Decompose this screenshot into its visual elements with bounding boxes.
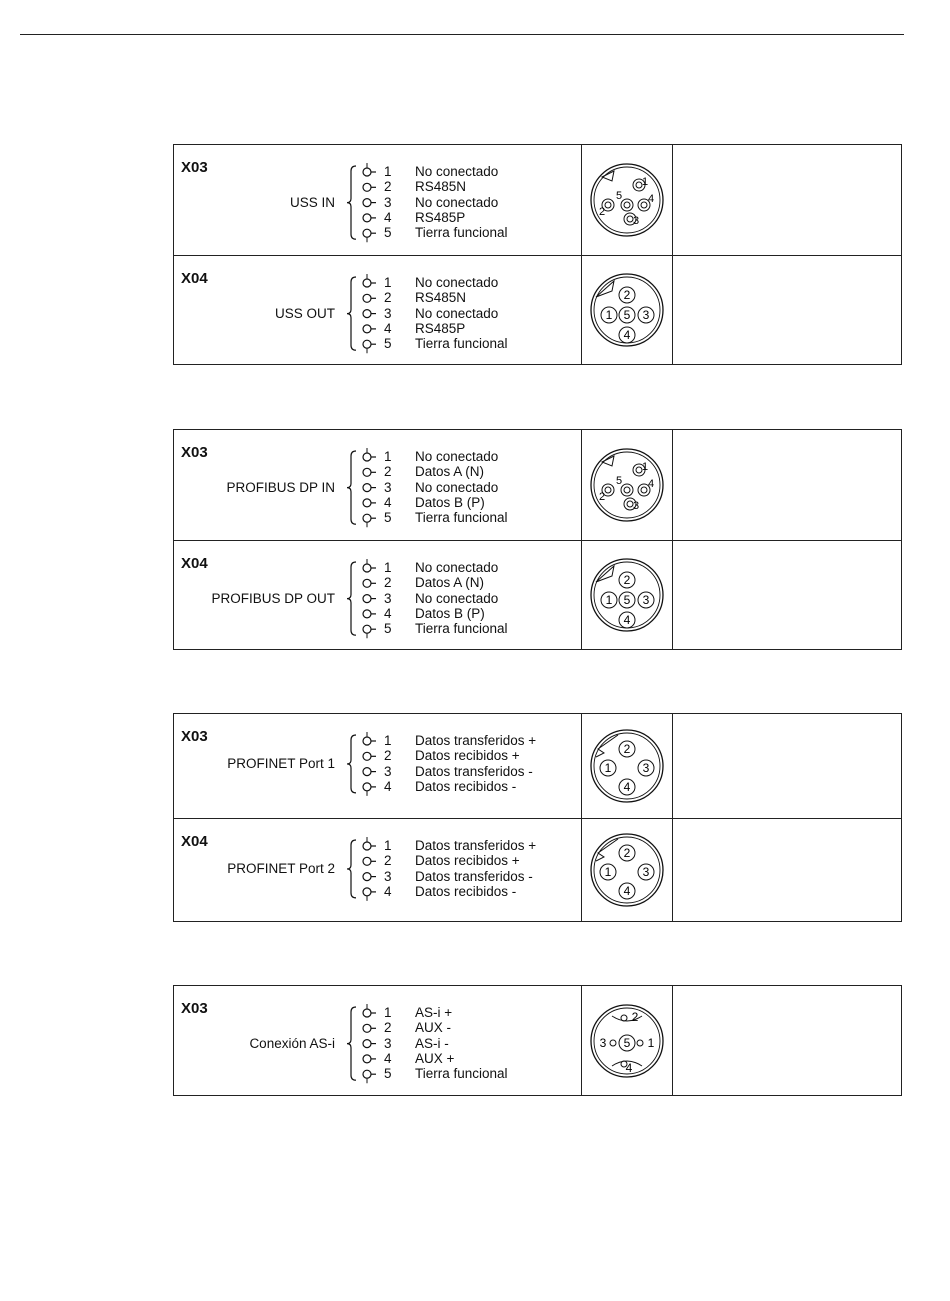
pin-symbols (339, 145, 389, 255)
pin-description: No conectado (415, 590, 499, 606)
pin-number: 1 (384, 560, 392, 575)
pin-group-brace (347, 735, 356, 793)
connector-pin-label: 1 (604, 761, 612, 775)
pinout-row (174, 818, 901, 921)
notes-cell (673, 714, 901, 818)
connector-drawing (582, 440, 672, 530)
connector-pin-label: 1 (641, 461, 649, 473)
notes-cell (673, 541, 901, 649)
pin-symbol (363, 857, 376, 865)
connector-pin-label: 4 (623, 328, 631, 342)
pin-description: Datos transferidos + (415, 733, 537, 748)
pin-description: Tierra funcional (415, 225, 508, 241)
pin-symbol (363, 310, 376, 318)
pin-number: 4 (384, 778, 392, 794)
pin-description: RS485P (415, 209, 466, 225)
pinout-row (174, 430, 901, 540)
pin-group-brace (347, 840, 356, 898)
pin-symbol (363, 499, 376, 507)
pin-symbol (363, 837, 376, 850)
pin-symbol (363, 183, 376, 191)
connector-pin-label: 4 (623, 780, 631, 794)
pin-symbols (339, 986, 389, 1095)
connector-name: PROFIBUS DP IN (226, 479, 335, 495)
connector-pin-label: 4 (647, 193, 655, 205)
pin-number: 2 (384, 575, 392, 591)
connector-pin-label: 1 (647, 1035, 655, 1050)
pin-symbol (363, 579, 376, 587)
connector-pin-label: 5 (615, 475, 623, 487)
pin-number: 5 (384, 225, 392, 241)
pinout-table-asi (173, 985, 902, 1096)
pin-number: 5 (384, 621, 392, 637)
pin-number: 3 (384, 305, 392, 321)
pin-description: Tierra funcional (415, 621, 508, 637)
pin-number: 2 (384, 853, 392, 869)
pinout-table-profinet (173, 713, 902, 922)
pinout-main-cell (174, 986, 582, 1095)
pin-number: 5 (384, 336, 392, 352)
m12-5pin-female-connector-icon (591, 449, 663, 521)
connector-pin-label: 5 (623, 308, 631, 322)
m12-5pin-female-connector-icon (591, 164, 663, 236)
pinout-main-cell (174, 714, 582, 818)
pin-symbol (363, 732, 376, 745)
connector-name: PROFINET Port 1 (227, 755, 335, 771)
connector-pin-label: 3 (599, 1035, 607, 1050)
pin-number: 2 (384, 290, 392, 306)
connector-name: Conexión AS-i (249, 1035, 335, 1051)
pin-description: No conectado (415, 560, 499, 575)
pin-symbol (363, 294, 376, 302)
pin-description: Datos transferidos + (415, 838, 537, 853)
pin-description: Datos A (N) (415, 464, 485, 480)
pin-number: 1 (384, 1005, 392, 1020)
pin-number: 3 (384, 868, 392, 884)
connector-name: USS OUT (274, 305, 335, 321)
connector-id: X03 (181, 728, 208, 745)
connector-pin-label: 1 (605, 593, 613, 607)
pin-number: 1 (384, 164, 392, 179)
connector-pin-label: 2 (631, 1009, 639, 1024)
connector-pin-label: 1 (604, 865, 612, 879)
pin-description: AS-i - (415, 1035, 449, 1051)
connector-pin-label: 4 (623, 884, 631, 898)
pin-symbol (363, 229, 376, 242)
pin-number: 5 (384, 1066, 392, 1082)
pin-description: No conectado (415, 164, 499, 179)
pin-description: Tierra funcional (415, 1066, 508, 1082)
pinout-main-cell (174, 145, 582, 255)
pin-number: 4 (384, 494, 392, 510)
pin-description: Datos transferidos - (415, 763, 533, 779)
pin-group-brace (347, 451, 356, 524)
pin-number: 3 (384, 590, 392, 606)
pin-number: 3 (384, 1035, 392, 1051)
connector-id: X04 (181, 833, 208, 850)
pin-number: 1 (384, 838, 392, 853)
pin-description: Datos recibidos - (415, 778, 517, 794)
connector-id: X03 (181, 159, 208, 176)
pin-symbol (363, 214, 376, 222)
pin-symbols (339, 256, 389, 365)
pin-symbol (363, 484, 376, 492)
pin-description: Tierra funcional (415, 510, 508, 526)
connector-picture-cell (582, 145, 673, 255)
pin-number: 2 (384, 179, 392, 195)
pin-symbol (363, 1004, 376, 1017)
pin-group-brace (347, 562, 356, 635)
pinout-row (174, 986, 901, 1095)
connector-picture-cell (582, 541, 673, 649)
notes-cell (673, 819, 901, 921)
pinout-row (174, 145, 901, 255)
pin-description: AUX - (415, 1020, 452, 1036)
connector-pin-label: 2 (623, 573, 631, 587)
pin-symbols (339, 541, 389, 650)
connector-pin-label: 2 (623, 288, 631, 302)
connector-pin-label: 2 (623, 742, 631, 756)
pin-description: RS485N (415, 290, 467, 306)
pin-number: 3 (384, 194, 392, 210)
m12-5pin-asi-connector-icon (591, 1005, 663, 1077)
pin-number: 1 (384, 275, 392, 290)
connector-pin-label: 2 (598, 206, 606, 218)
pin-symbol (363, 1040, 376, 1048)
pin-number: 1 (384, 733, 392, 748)
connector-drawing (582, 155, 672, 245)
notes-cell (673, 430, 901, 540)
pin-symbol (363, 752, 376, 760)
connector-id: X04 (181, 555, 208, 572)
pin-symbol (363, 873, 376, 881)
pin-description: Datos transferidos - (415, 868, 533, 884)
pin-description: Tierra funcional (415, 336, 508, 352)
pin-description: Datos recibidos + (415, 748, 520, 764)
connector-name: PROFIBUS DP OUT (211, 590, 335, 606)
connector-pin-label: 4 (623, 613, 631, 627)
pin-number: 4 (384, 605, 392, 621)
pin-number: 5 (384, 510, 392, 526)
pin-description: No conectado (415, 275, 499, 290)
connector-drawing (582, 721, 672, 811)
pin-symbol (363, 1070, 376, 1083)
pin-description: AUX + (415, 1050, 455, 1066)
connector-pin-label: 5 (623, 593, 631, 607)
pin-description: No conectado (415, 449, 499, 464)
pin-group-brace (347, 1007, 356, 1080)
connector-pin-label: 2 (623, 846, 631, 860)
connector-picture-cell (582, 986, 673, 1095)
pin-symbol (363, 559, 376, 572)
pin-number: 2 (384, 748, 392, 764)
connector-drawing (582, 825, 672, 915)
m12-4pin-d-coded-connector-icon (591, 834, 663, 906)
pin-description: Datos A (N) (415, 575, 485, 591)
connector-pin-label: 3 (632, 500, 640, 512)
connector-pin-label: 3 (642, 761, 650, 775)
connector-pin-label: 2 (598, 491, 606, 503)
pin-description: RS485N (415, 179, 467, 195)
pin-symbol (363, 625, 376, 638)
notes-cell (673, 986, 901, 1095)
connector-pin-label: 3 (642, 593, 650, 607)
pinout-main-cell (174, 819, 582, 921)
pin-number: 2 (384, 1020, 392, 1036)
m12-5pin-male-connector-icon (591, 559, 663, 631)
notes-cell (673, 145, 901, 255)
pin-number: 3 (384, 479, 392, 495)
pin-symbol (363, 468, 376, 476)
pin-description: No conectado (415, 479, 499, 495)
pin-symbol (363, 325, 376, 333)
connector-id: X04 (181, 270, 208, 287)
pin-symbol (363, 1024, 376, 1032)
connector-picture-cell (582, 819, 673, 921)
connector-pin-label: 4 (625, 1060, 633, 1075)
pin-description: No conectado (415, 194, 499, 210)
pin-group-brace (347, 166, 356, 239)
connector-name: PROFINET Port 2 (227, 860, 335, 876)
connector-picture-cell (582, 714, 673, 818)
m12-4pin-d-coded-connector-icon (591, 730, 663, 802)
connector-name: USS IN (289, 194, 335, 210)
connector-pin-label: 5 (623, 1035, 631, 1050)
pin-description: Datos recibidos + (415, 853, 520, 869)
pinout-main-cell (174, 430, 582, 540)
pin-symbols (339, 819, 389, 922)
pinout-row (174, 255, 901, 364)
connector-id: X03 (181, 1000, 208, 1017)
pin-symbol (363, 163, 376, 176)
pin-number: 2 (384, 464, 392, 480)
pin-number: 3 (384, 763, 392, 779)
pinout-row (174, 714, 901, 818)
pin-description: AS-i + (415, 1005, 453, 1020)
connector-pin-label: 3 (632, 215, 640, 227)
pin-number: 4 (384, 883, 392, 899)
connector-drawing (582, 550, 672, 640)
pin-symbol (363, 783, 376, 796)
pin-symbol (363, 610, 376, 618)
pin-number: 4 (384, 320, 392, 336)
connector-pin-label: 5 (615, 190, 623, 202)
pin-description: Datos B (P) (415, 605, 485, 621)
header-rule (20, 34, 904, 35)
connector-picture-cell (582, 256, 673, 364)
pinout-row (174, 540, 901, 649)
pinout-table-profibus (173, 429, 902, 650)
connector-pin-label: 1 (641, 176, 649, 188)
pin-symbol (363, 595, 376, 603)
connector-pin-label: 3 (642, 308, 650, 322)
m12-5pin-male-connector-icon (591, 274, 663, 346)
pin-symbol (363, 274, 376, 287)
connector-id: X03 (181, 444, 208, 461)
pin-symbol (363, 514, 376, 527)
pin-number: 4 (384, 1050, 392, 1066)
pin-symbols (339, 714, 389, 818)
pin-number: 1 (384, 449, 392, 464)
pin-symbol (363, 340, 376, 353)
pin-symbols (339, 430, 389, 540)
pin-description: RS485P (415, 320, 466, 336)
connector-pin-label: 3 (642, 865, 650, 879)
connector-drawing (582, 996, 672, 1086)
pin-symbol (363, 199, 376, 207)
pin-symbol (363, 448, 376, 461)
pin-description: Datos recibidos - (415, 883, 517, 899)
pin-symbol (363, 768, 376, 776)
pin-group-brace (347, 277, 356, 350)
pin-symbol (363, 1055, 376, 1063)
pinout-main-cell (174, 256, 582, 364)
pinout-table-uss (173, 144, 902, 365)
notes-cell (673, 256, 901, 364)
pin-symbol (363, 888, 376, 901)
pinout-main-cell (174, 541, 582, 649)
pin-number: 4 (384, 209, 392, 225)
connector-pin-label: 4 (647, 478, 655, 490)
pin-description: No conectado (415, 305, 499, 321)
connector-picture-cell (582, 430, 673, 540)
pin-description: Datos B (P) (415, 494, 485, 510)
connector-pin-label: 1 (605, 308, 613, 322)
connector-drawing (582, 265, 672, 355)
